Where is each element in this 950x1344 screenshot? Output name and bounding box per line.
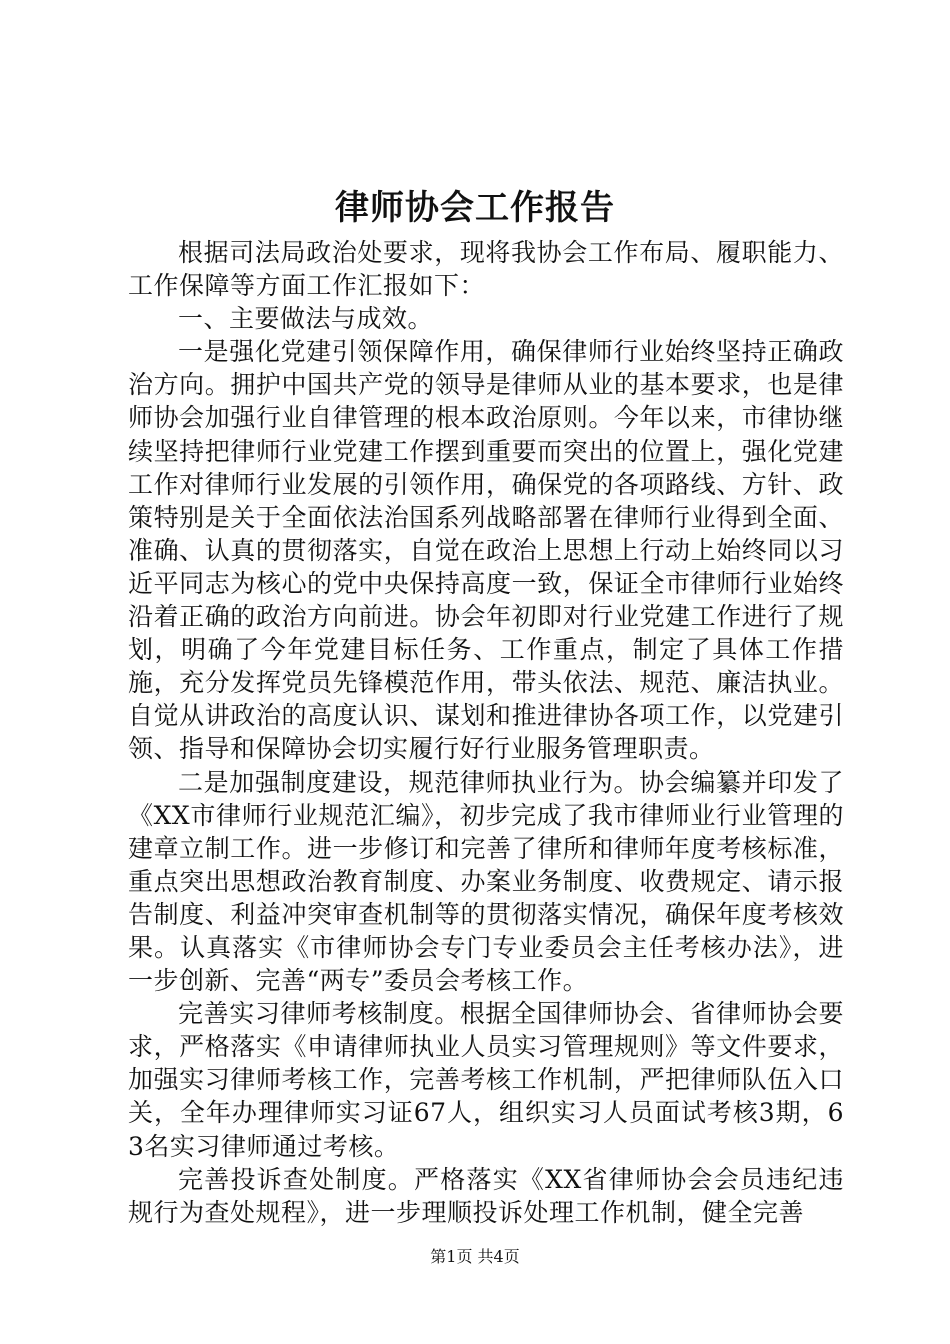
paragraph-intro: 根据司法局政治处要求，现将我协会工作布局、履职能力、工作保障等方面工作汇报如下： — [128, 238, 844, 301]
document-body — [128, 236, 844, 1229]
paragraph-intern-assessment: 完善实习律师考核制度。根据全国律师协会、省律师协会要求，严格落实《申请律师执业人员实习管理规则》等文件要求，加强实习律师考核工作，完善考核工作机制，严把律师队伍入口关，全年办理律师实习证67人，组织实习人员面试考核3期，63名实习律师通过考核。 — [128, 999, 844, 1161]
paragraph-party-building: 一是强化党建引领保障作用，确保律师行业始终坚持正确政治方向。拥护中国共产党的领导是律师从业的基本要求，也是律师协会加强行业自律管理的根本政治原则。今年以来，市律协继续坚持把律师行业党建工作摆到重要而突出的位置上，强化党建工作对律师行业发展的引领作用，确保党的各项路线、方针、政策特别是关于全面依法治国系列战略部署在律师行业得到全面、准确、认真的贯彻落实，自觉在政治上思想上行动上始终同以习近平同志为核心的党中央保持高度一致，保证全市律师行业始终沿着正确的政治方向前进。协会年初即对行业党建工作进行了规划，明确了今年党建目标任务、工作重点，制定了具体工作措施，充分发挥党员先锋模范作用，带头依法、规范、廉洁执业。自觉从讲政治的高度认识、谋划和推进律协各项工作，以党建引领、指导和保障协会切实履行好行业服务管理职责。 — [128, 337, 844, 764]
paragraph-section-heading: 一、主要做法与成效。 — [178, 304, 434, 334]
document-title: 律师协会工作报告 — [335, 188, 615, 228]
paragraph-complaint-handling: 完善投诉查处制度。严格落实《XX省律师协会会员违纪违规行为查处规程》，进一步理顺投诉处理工作机制，健全完善 — [128, 1164, 844, 1227]
page-footer: 第1页 共4页 — [430, 1247, 520, 1266]
paragraph-system-building: 二是加强制度建设，规范律师执业行为。协会编纂并印发了《XX市律师行业规范汇编》，初步完成了我市律师业行业管理的建章立制工作。进一步修订和完善了律所和律师年度考核标准，重点突出思想政治教育制度、办案业务制度、收费规定、请示报告制度、利益冲突审查机制等的贯彻落实情况，确保年度考核效果。认真落实《市律师协会专门专业委员会主任考核办法》，进一步创新、完善“两专”委员会考核工作。 — [128, 767, 844, 996]
